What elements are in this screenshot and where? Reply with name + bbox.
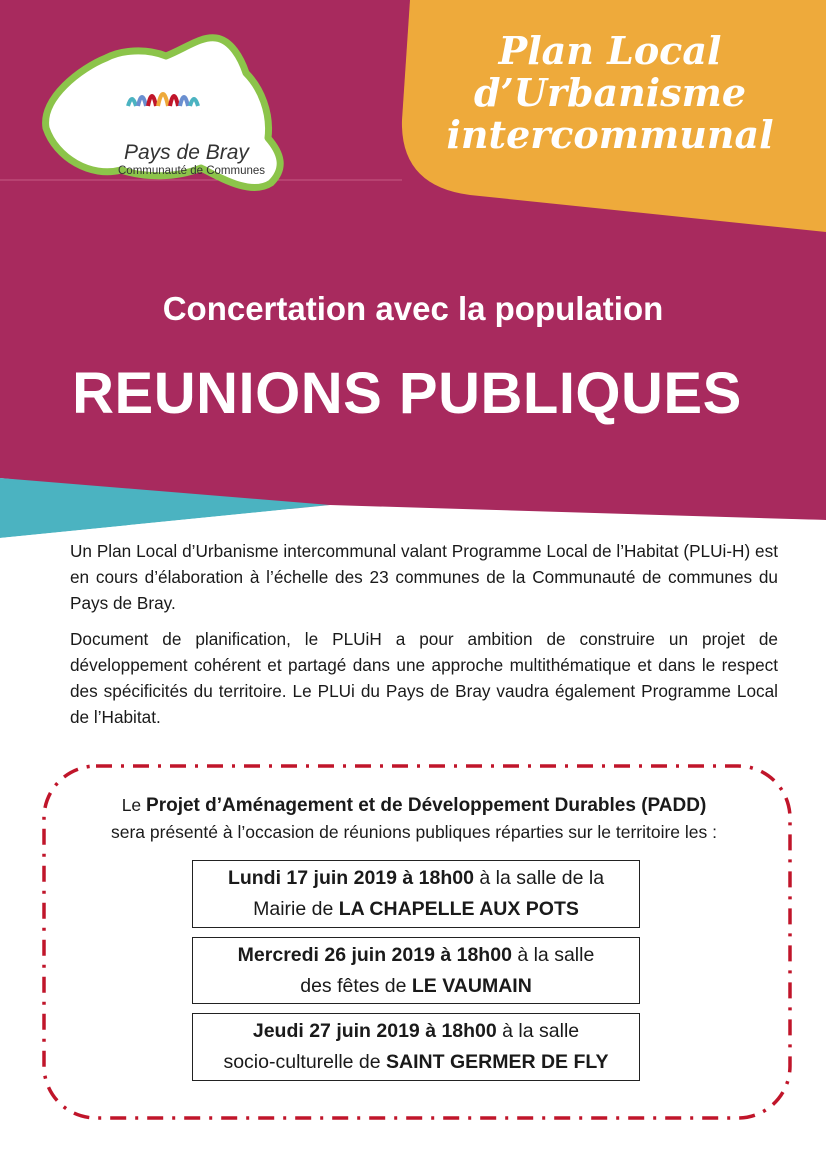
padd-line-2: sera présenté à l’occasion de réunions publiques réparties sur le territoire les : [110,822,717,842]
meeting-place: SAINT GERMER DE FLY [386,1051,609,1073]
meeting-box [192,860,640,928]
meeting-date: Jeudi 27 juin 2019 à 18h00 [252,1020,497,1042]
plan-title-line: d’Urbanisme [474,70,746,115]
meeting-line-2 [193,894,639,925]
meeting-venue: à la salle [496,1020,580,1042]
meeting-line-1 [193,863,639,894]
meeting-place: LE VAUMAIN [411,975,532,997]
concertation-heading: Concertation avec la population [162,290,664,327]
meeting-venue-prefix: socio-culturelle de [223,1051,387,1073]
padd-project: Projet d’Aménagement et de Développement Durables (PADD) [146,795,707,816]
logo-subtitle: Communauté de Communes [118,165,266,177]
meeting-box [192,937,640,1004]
padd-line-1 [40,792,788,819]
meeting-line-1 [193,1016,639,1047]
meeting-venue: à la salle de la [473,867,605,889]
meeting-line-2 [193,971,639,1002]
meeting-date: Mercredi 26 juin 2019 à 18h00 [237,944,512,966]
meeting-venue-prefix: des fêtes de [300,975,412,997]
meeting-place: LA CHAPELLE AUX POTS [338,898,579,920]
padd-prefix: Le [121,795,147,815]
meeting-line-1 [193,940,639,971]
meeting-box [192,1013,640,1081]
logo-name: Pays de Bray [124,141,249,164]
meeting-line-2 [193,1047,639,1078]
plan-title-line: Plan Local [498,28,722,73]
reunions-heading: REUNIONS PUBLIQUES [72,361,742,426]
plan-title-line: intercommunal [446,112,774,157]
intro-paragraph: Document de planification, le PLUiH a pour ambition de construire un projet de développement cohérent et partagé dans une approche multithématique et dans le respect des spécificités du territoire. Le PLUi du Pays de Bray vaudra également Programme Local de l’Habitat. [70,629,778,727]
padd-announcement [40,792,788,846]
meeting-venue: à la salle [511,944,595,966]
meeting-date: Lundi 17 juin 2019 à 18h00 [227,867,474,889]
intro-paragraph: Un Plan Local d’Urbanisme intercommunal valant Programme Local de l’Habitat (PLUi-H) est en cours d’élaboration à l’échelle des 23 communes de la Communauté de communes du Pays de Bray. [70,541,778,613]
meeting-venue-prefix: Mairie de [253,898,339,920]
